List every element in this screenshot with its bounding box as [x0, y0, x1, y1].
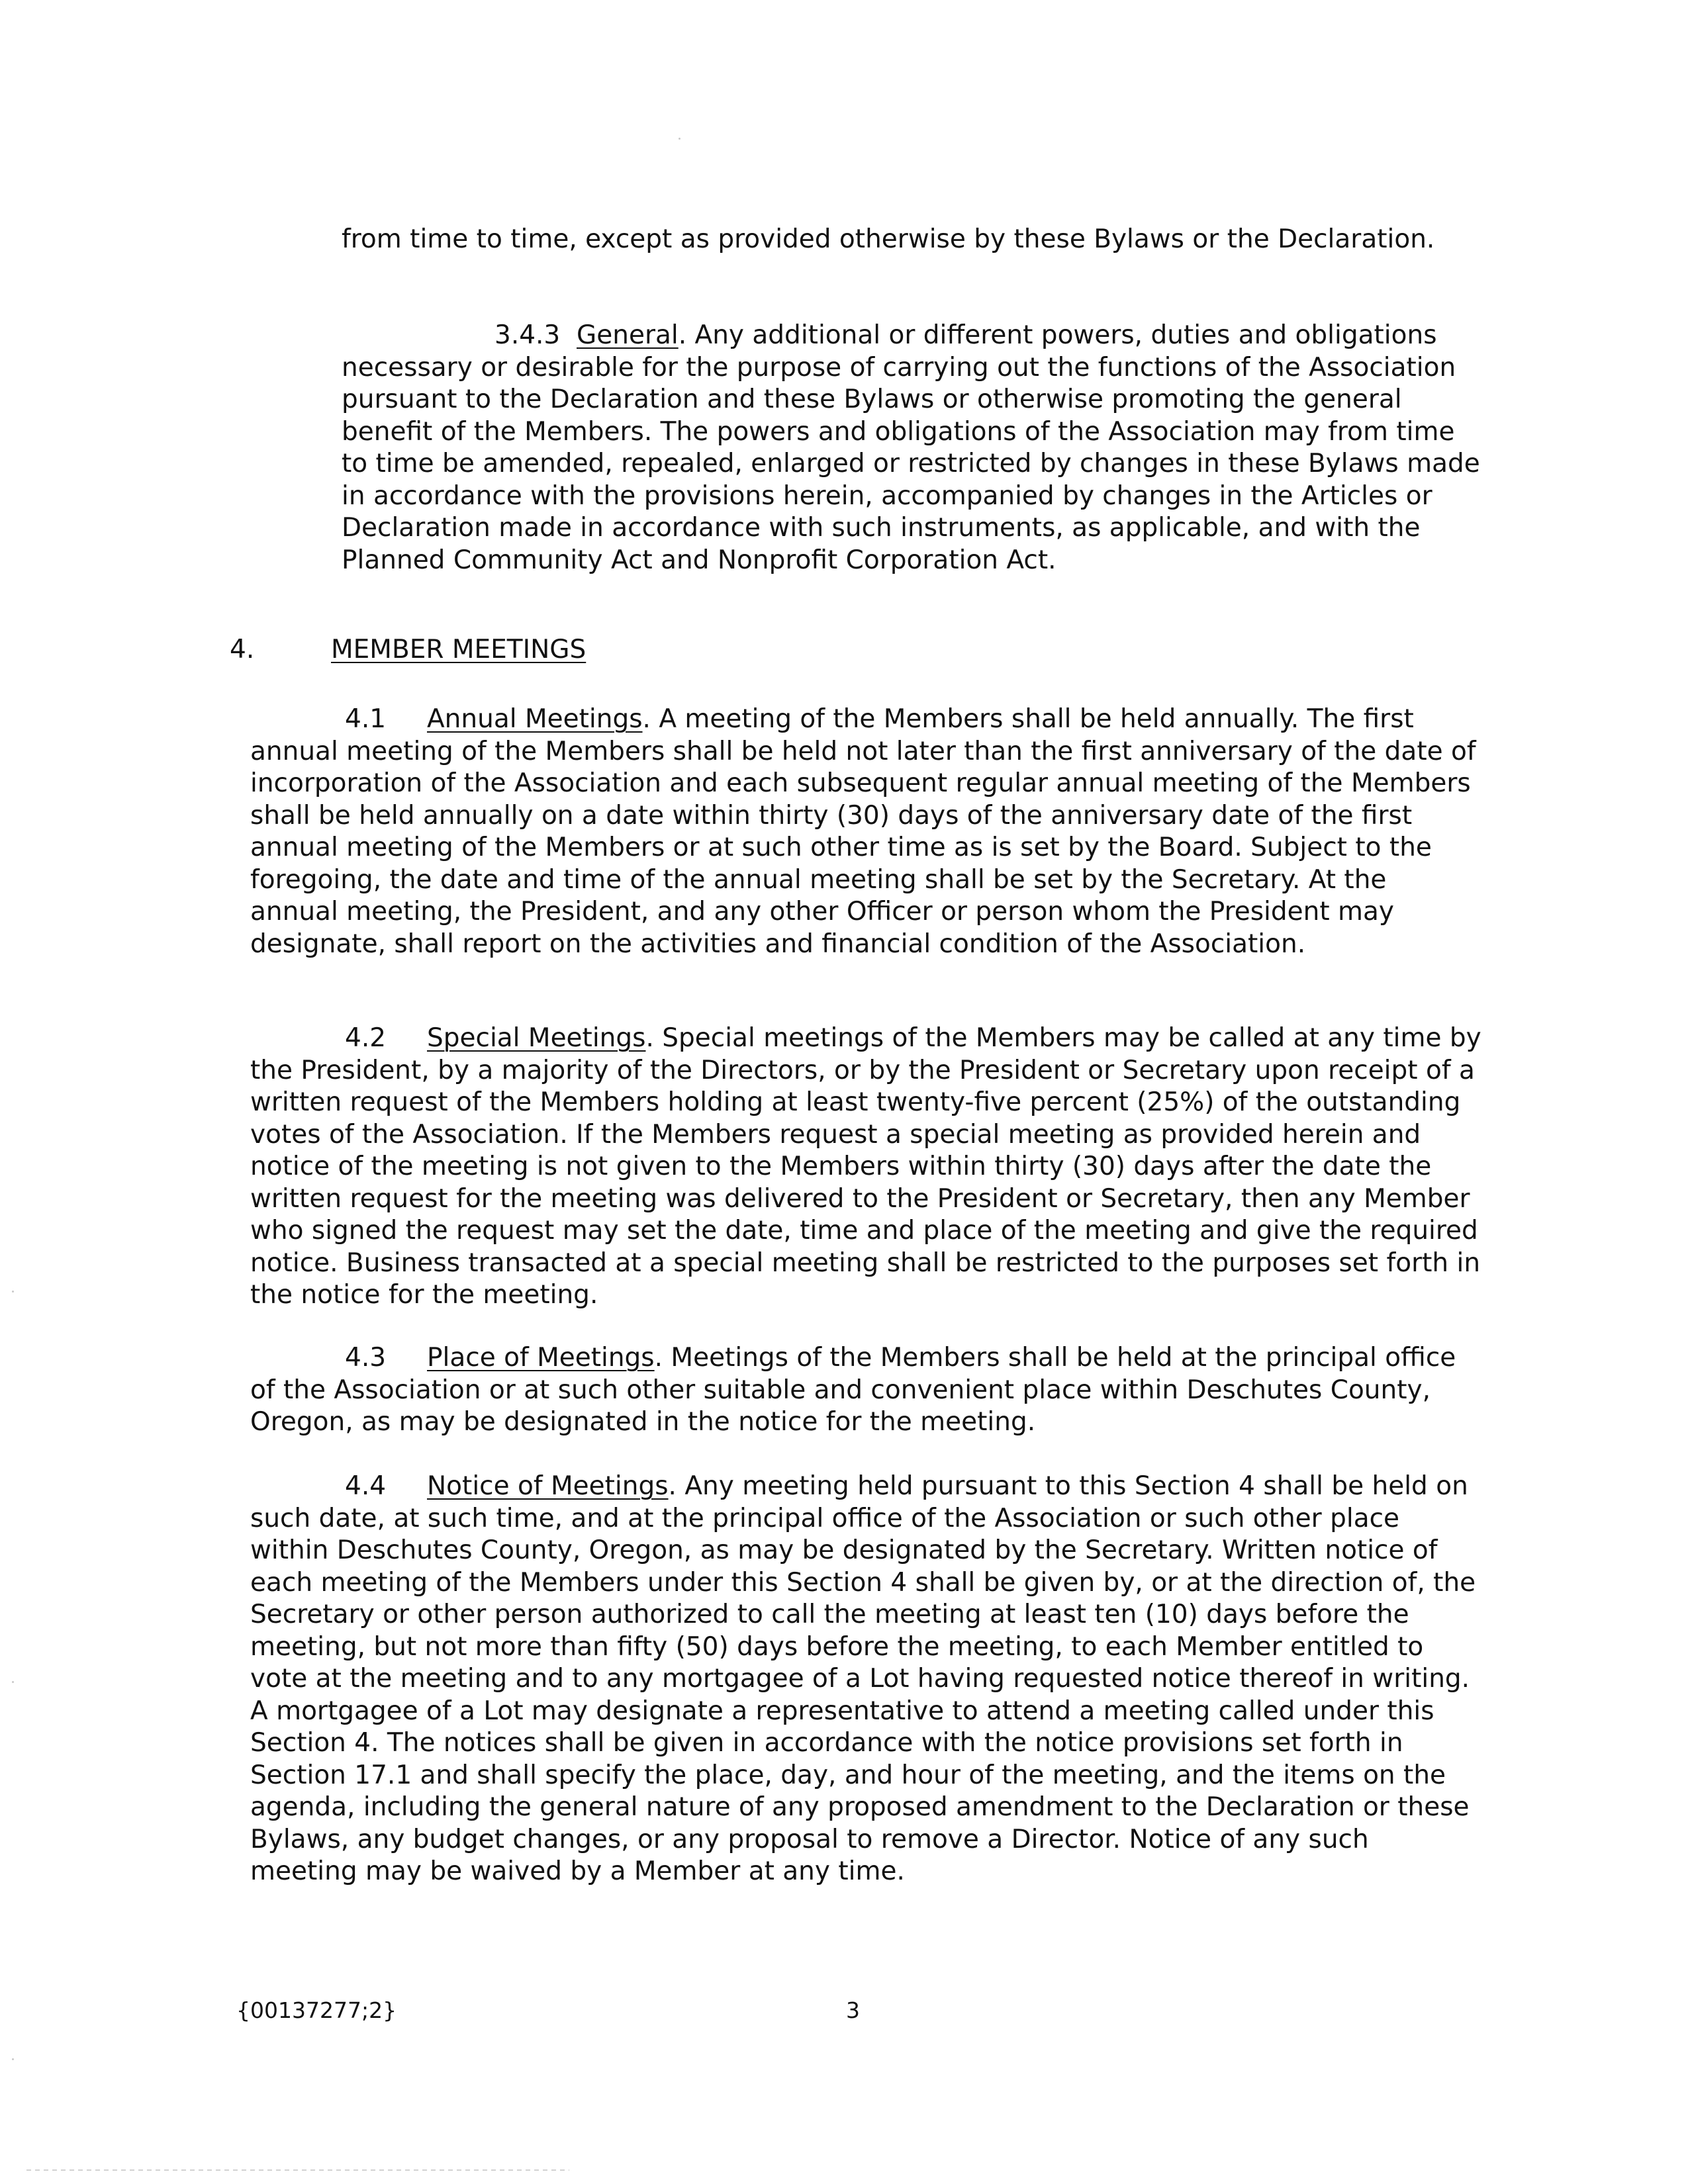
- section-4-3-paragraph: [250, 1342, 1481, 1439]
- section-3-4-3-body: . Any additional or different powers, duties and obligations necessary or desirable for the purpose of carrying out the functions of the Association pursuant to the Declaration and these Bylaws or otherwise promoting the general benefit of the Members. The powers and obligations of the Association may from time to time be amended, repealed, enlarged or restricted by changes in these Bylaws made in accordance with the provisions herein, accompanied by changes in the Articles or Declaration made in accordance with such instruments, as applicable, and with the Planned Community Act and Nonprofit Corporation Act.: [342, 320, 1480, 575]
- section-4-heading: [230, 634, 586, 666]
- section-4-2-number: 4.2: [345, 1023, 387, 1053]
- section-3-4-3-number: 3.4.3: [494, 320, 561, 350]
- section-4-2-body: . Special meetings of the Members may be called at any time by the President, by a majority of the Directors, or by the President or Secretary upon receipt of a written request of the Members holding at least twenty-five percent (25%) of the outstanding votes of the Association. If the Members request a special meeting as provided herein and notice of the meeting is not given to the Members within thirty (30) days after the date the written request for the meeting was delivered to the President or Secretary, then any Member who signed the request may set the date, time and place of the meeting and give the required notice. Business transacted at a special meeting shall be restricted to the purposes set forth in the notice for the meeting.: [250, 1023, 1481, 1310]
- section-4-4-paragraph: [250, 1471, 1481, 1888]
- continuation-text: from time to time, except as provided otherwise by these Bylaws or the Declaration.: [342, 224, 1435, 254]
- section-4-4-body: . Any meeting held pursuant to this Section 4 shall be held on such date, at such time, and at the principal office of the Association or such other place within Deschutes County, Oregon, as may be designated by the Secretary. Written notice of each meeting of the Members under this Section 4 shall be given by, or at the direction of, the Secretary or other person authorized to call the meeting at least ten (10) days before the meeting, but not more than fifty (50) days before the meeting, to each Member entitled to vote at the meeting and to any mortgagee of a Lot having requested notice thereof in writing. A mortgagee of a Lot may designate a representative to attend a meeting called under this Section 4. The notices shall be given in accordance with the notice provisions set forth in Section 17.1 and shall specify the place, day, and hour of the meeting, and the items on the agenda, including the general nature of any proposed amendment to the Declaration or these Bylaws, any budget changes, or any proposal to remove a Director. Notice of any such meeting may be waived by a Member at any time.: [250, 1471, 1476, 1886]
- section-4-1-number: 4.1: [345, 704, 387, 734]
- section-4-4-title: Notice of Meetings: [427, 1471, 669, 1501]
- scan-artifact-dot: [12, 1681, 14, 1683]
- footer-page-number: 3: [846, 1997, 860, 2023]
- scan-artifact-dot: [679, 138, 680, 140]
- section-4-1-title: Annual Meetings: [427, 704, 643, 734]
- section-4-3-body: . Meetings of the Members shall be held at the principal office of the Association or at such other suitable and convenient place within Deschutes County, Oregon, as may be designated in the notice for the meeting.: [250, 1343, 1456, 1437]
- section-4-title: MEMBER MEETINGS: [331, 635, 586, 664]
- section-4-2-paragraph: [250, 1023, 1481, 1312]
- section-3-4-3-title: General: [577, 320, 679, 350]
- continuation-paragraph: [342, 224, 1481, 256]
- scan-artifact-dot: [12, 1291, 14, 1293]
- section-4-1-paragraph: [250, 704, 1481, 960]
- scan-artifact-line: [26, 2169, 569, 2171]
- section-3-4-3-paragraph: [342, 320, 1481, 576]
- footer-document-id: {00137277;2}: [236, 1997, 397, 2023]
- scan-artifact-dot: [12, 2058, 14, 2060]
- section-4-3-title: Place of Meetings: [427, 1343, 655, 1373]
- section-4-number: 4.: [230, 635, 255, 664]
- section-4-1-body: . A meeting of the Members shall be held annually. The first annual meeting of the Members shall be held not later than the first anniversary of the date of incorporation of the Association and each subsequent regular annual meeting of the Members shall be held annually on a date within thirty (30) days of the anniversary date of the first annual meeting of the Members or at such other time as is set by the Board. Subject to the foregoing, the date and time of the annual meeting shall be set by the Secretary. At the annual meeting, the President, and any other Officer or person whom the President may designate, shall report on the activities and financial condition of the Association.: [250, 704, 1476, 959]
- section-4-2-title: Special Meetings: [427, 1023, 646, 1053]
- section-4-4-number: 4.4: [345, 1471, 387, 1501]
- section-4-3-number: 4.3: [345, 1343, 387, 1373]
